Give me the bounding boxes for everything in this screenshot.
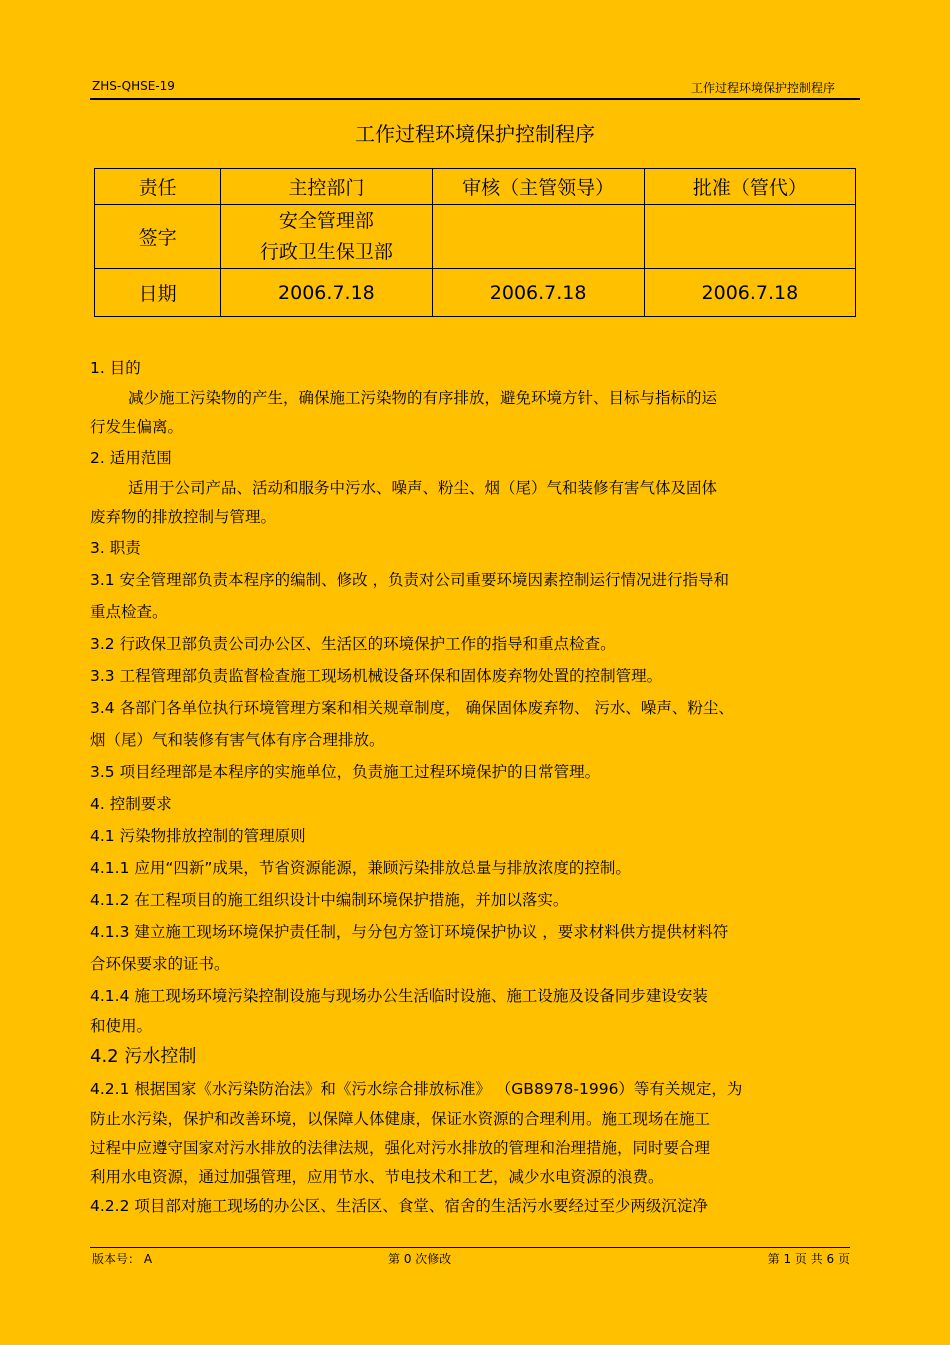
header-rule [90, 98, 860, 100]
date-label: 日期 [95, 269, 221, 317]
document-body [90, 352, 860, 1221]
sign-review-cell [432, 205, 644, 269]
clause-4-1-4: 4.1.4 施工现场环境污染控制设施与现场办公生活临时设施、施工设施及设备同步建设安装 [90, 987, 708, 1005]
header-cell-responsibility: 责任 [95, 169, 221, 205]
clause-3-3: 3.3 工程管理部负责监督检查施工现场机械设备环保和固体废弃物处置的控制管理。 [90, 667, 663, 685]
clause-3-4-cont: 烟（尾）气和装修有害气体有序合理排放。 [90, 731, 385, 749]
sign-dept-line2: 行政卫生保卫部 [259, 240, 393, 263]
date-dept: 2006.7.18 [221, 269, 432, 317]
clause-3-4: 3.4 各部门各单位执行环境管理方案和相关规章制度， 确保固体废弃物、 污水、噪声、粉尘、 [90, 699, 734, 717]
sign-label: 签字 [95, 205, 221, 269]
header-cell-approve: 批准（管代） [644, 169, 855, 205]
clause-4-2-1-cont: 防止水污染，保护和改善环境，以保障人体健康，保证水资源的合理利用。施工现场在施工 [90, 1110, 711, 1128]
clause-3-1-cont: 重点检查。 [90, 603, 168, 621]
page-title: 工作过程环境保护控制程序 [355, 122, 595, 146]
section-heading-purpose: 1. 目的 [90, 359, 141, 377]
table-header-row [95, 169, 856, 205]
clause-4-2-2: 4.2.2 项目部对施工现场的办公区、生活区、食堂、宿舍的生活污水要经过至少两级沉淀净 [90, 1197, 708, 1215]
header-doc-title: 工作过程环境保护控制程序 [690, 81, 835, 95]
paragraph: 行发生偏离。 [90, 418, 184, 436]
signature-table [94, 168, 856, 317]
clause-4-2-1-cont: 利用水电资源，通过加强管理，应用节水、节电技术和工艺，减少水电资源的浪费。 [90, 1168, 664, 1186]
footer-page-number: 第 1 页 共 6 页 [767, 1252, 850, 1266]
clause-4-1-3: 4.1.3 建立施工现场环境保护责任制，与分包方签订环境保护协议 ，要求材料供方提供材料符 [90, 923, 729, 941]
clause-4-1-2: 4.1.2 在工程项目的施工组织设计中编制环境保护措施，并加以落实。 [90, 891, 569, 909]
date-approve: 2006.7.18 [644, 269, 855, 317]
paragraph: 减少施工污染物的产生，确保施工污染物的有序排放，避免环境方针、目标与指标的运 [128, 389, 718, 407]
clause-4-2-1: 4.2.1 根据国家《水污染防治法》和《污水综合排放标准》 （GB8978-1996）等有关规定，为 [90, 1080, 743, 1098]
section-heading-control: 4. 控制要求 [90, 795, 172, 813]
header-cell-dept: 主控部门 [221, 169, 432, 205]
date-row [95, 269, 856, 317]
section-heading-scope: 2. 适用范围 [90, 449, 172, 467]
paragraph: 适用于公司产品、活动和服务中污水、噪声、粉尘、烟（尾）气和装修有害气体及固体 [128, 479, 718, 497]
clause-3-2: 3.2 行政保卫部负责公司办公区、生活区的环境保护工作的指导和重点检查。 [90, 635, 616, 653]
clause-3-5: 3.5 项目经理部是本程序的实施单位，负责施工过程环境保护的日常管理。 [90, 763, 601, 781]
clause-4-1: 4.1 污染物排放控制的管理原则 [90, 827, 306, 845]
sign-row [95, 205, 856, 269]
clause-4-1-4-cont: 和使用。 [90, 1017, 153, 1035]
clause-4-1-1: 4.1.1 应用“四新”成果，节省资源能源，兼顾污染排放总量与排放浓度的控制。 [90, 859, 631, 877]
footer-rule [90, 1247, 850, 1248]
clause-4-2-1-cont: 过程中应遵守国家对污水排放的法律法规，强化对污水排放的管理和治理措施，同时要合理 [90, 1139, 711, 1157]
sign-dept-cell [221, 205, 432, 269]
sign-dept-line1: 安全管理部 [278, 209, 374, 232]
footer-version: 版本号： A [92, 1252, 153, 1266]
header-cell-review: 审核（主管领导） [432, 169, 644, 205]
sign-approve-cell [644, 205, 855, 269]
section-heading-wastewater: 4.2 污水控制 [90, 1046, 197, 1067]
clause-3-1: 3.1 安全管理部负责本程序的编制、修改 ，负责对公司重要环境因素控制运行情况进行指导和 [90, 571, 730, 589]
date-review: 2006.7.18 [432, 269, 644, 317]
section-heading-duties: 3. 职责 [90, 539, 141, 557]
doc-code: ZHS-QHSE-19 [92, 79, 175, 93]
paragraph: 废弃物的排放控制与管理。 [90, 508, 277, 526]
footer-revision: 第 0 次修改 [388, 1252, 452, 1266]
clause-4-1-3-cont: 合环保要求的证书。 [90, 955, 230, 973]
